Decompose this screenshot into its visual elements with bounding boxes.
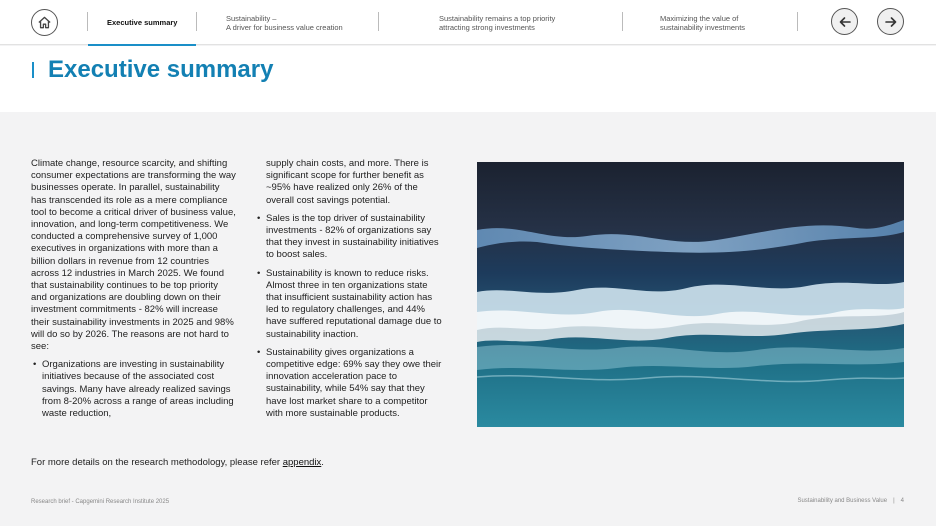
bullet-competitive-edge: • Sustainability gives organizations a competitive edge: 69% say they owe their innovation acceleration pace to sustainability, while 54% say that they have lost market share to a competitor with more sustainable products.	[255, 347, 445, 420]
methodology-note	[31, 457, 324, 468]
methodology-text: For more details on the research methodology, please refer	[31, 457, 283, 468]
text-column-middle	[255, 158, 445, 420]
tab-divider	[797, 12, 798, 31]
bullet-continuation: supply chain costs, and more. There is significant scope for further benefit as ~95% have realized only 26% of the overall cost savings potential.	[266, 158, 429, 206]
bullet-list	[255, 213, 445, 420]
title-accent-mark	[32, 62, 34, 78]
footer-report-title: Sustainability and Business Value	[797, 498, 888, 504]
ocean-wave-photo	[477, 162, 904, 427]
bullet-list	[31, 359, 236, 420]
tab-executive-summary[interactable]	[88, 0, 196, 45]
tab-label: Sustainability – A driver for business value creation	[226, 13, 343, 32]
home-icon	[37, 15, 52, 30]
home-button[interactable]	[31, 9, 58, 36]
arrow-right-icon	[884, 15, 898, 29]
next-page-button[interactable]	[877, 8, 904, 35]
tab-top-priority[interactable]	[439, 0, 609, 45]
tab-maximizing-value[interactable]	[660, 0, 790, 45]
appendix-link[interactable]: appendix	[282, 457, 322, 468]
footer-right	[797, 498, 904, 504]
tab-label: Executive summary	[107, 18, 178, 27]
text-column-left	[31, 158, 236, 420]
bullet-risk-reduction: • Sustainability is known to reduce risks. Almost three in ten organizations state that insufficient sustainability action has led to regulatory challenges, and 44% have suffered reputational damage due to sustainability inaction.	[255, 268, 445, 341]
previous-page-button[interactable]	[831, 8, 858, 35]
footer-source: Research brief - Capgemini Research Institute 2025	[31, 499, 170, 505]
tab-divider	[622, 12, 623, 31]
page-number: 4	[900, 498, 904, 504]
methodology-period: .	[321, 457, 324, 468]
tab-divider	[196, 12, 197, 31]
bullet-cost-savings: • Organizations are investing in sustainability initiatives because of the associated cost savings. Many have already realized savings from 8-20% across a range of areas including waste reduction,	[31, 359, 236, 420]
arrow-left-icon	[838, 15, 852, 29]
tab-divider	[378, 12, 379, 31]
tab-business-value-creation[interactable]	[226, 0, 376, 45]
tab-label: Sustainability remains a top priority attracting strong investments	[439, 13, 556, 32]
bullet-sales-driver: • Sales is the top driver of sustainability investments - 82% of organizations say that they invest in sustainability initiatives to boost sales.	[255, 213, 445, 262]
intro-paragraph: Climate change, resource scarcity, and shifting consumer expectations are transforming the way businesses operate. In parallel, sustainability has transcended its role as a mere compliance tool to become a critical driver of business value, innovation, and long-term competitiveness. We conducted a comprehensive survey of 1,000 executives in organizations with more than a billion dollars in revenue from 12 countries across 12 industries in March 2025. We found that sustainability continues to be top priority and organizations are doubling down on their investment commitments - 82% will increase their sustainability investments in 2025 and 98% will do so by 2026. The reasons are not hard to see:	[31, 158, 236, 353]
footer-divider: |	[893, 498, 895, 504]
top-navigation	[0, 0, 936, 45]
page-title: Executive summary	[48, 56, 274, 83]
tab-label: Maximizing the value of sustainability investments	[660, 13, 746, 32]
